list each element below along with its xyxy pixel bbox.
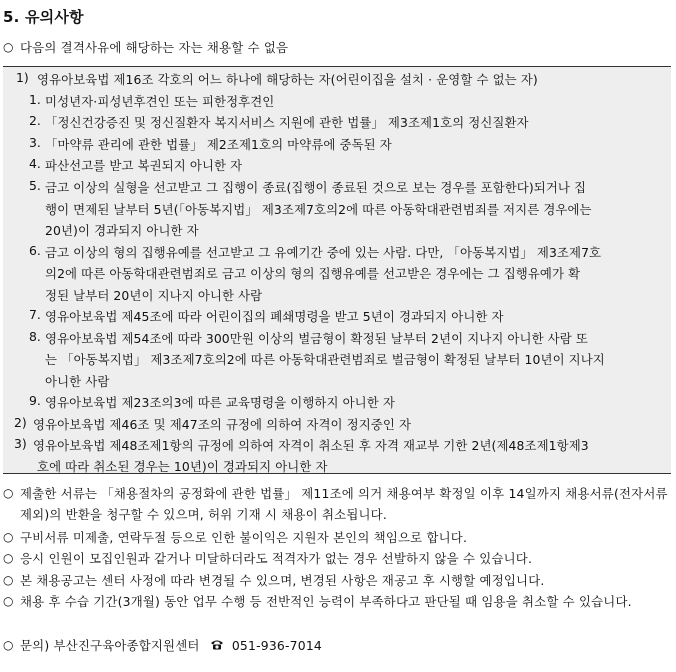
item-number: 3) [14, 436, 27, 451]
subitem-text: 는 「아동복지법」 제3조제7호의2에 따른 아동학대관련범죄로 벌금형이 확정된 날부터 10년이 지나지 [45, 352, 605, 367]
subitem-number: 2. [29, 113, 41, 128]
note-text: 응시 인원이 모집인원과 같거나 미달하더라도 적격자가 없는 경우 선발하지 않을 수 있습니다. [20, 551, 533, 566]
circle-bullet: ○ [3, 551, 14, 565]
subitem-text: 20년)이 경과되지 아니한 자 [45, 223, 199, 238]
subitem-text: 행이 면제된 날부터 5년(「아동복지법」 제3조제7호의2에 따른 아동학대관련범죄를 저지른 경우에는 [45, 202, 592, 217]
circle-bullet: ○ [3, 573, 14, 587]
item-text: 영유아보육법 제46조 및 제47조의 규정에 의하여 자격이 정지중인 자 [33, 417, 412, 432]
subitem-text: 영유아보육법 제54조에 따라 300만원 이상의 벌금형이 확정된 날부터 2년이 지나지 아니한 사람 또 [45, 331, 588, 346]
note-item [3, 527, 670, 548]
note-item [3, 548, 670, 569]
subitem-text: 아니한 사람 [45, 374, 110, 389]
subitem-number: 7. [29, 307, 41, 322]
item-text: 영유아보육법 제16조 각호의 어느 하나에 해당하는 자(어린이집을 설치 · 운영할 수 없는 자) [37, 72, 538, 87]
subitem-number: 3. [29, 135, 41, 150]
subitem-text: 「정신건강증진 및 정신질환자 복지서비스 지원에 관한 법률」 제3조제1호의 정신질환자 [45, 115, 529, 130]
subitem-number: 9. [29, 393, 41, 408]
circle-bullet: ○ [3, 594, 14, 608]
intro-text: 다음의 결격사유에 해당하는 자는 채용할 수 없음 [20, 40, 289, 55]
note-item [3, 570, 670, 591]
note-text: 채용 후 수습 기간(3개월) 동안 업무 수행 등 전반적인 능력이 부족하다고 판단될 때 임용을 취소할 수 있습니다. [20, 594, 632, 609]
subitem-text: 미성년자·피성년후견인 또는 피한정후견인 [45, 94, 275, 109]
subitem-number: 6. [29, 243, 41, 258]
subitem-text: 파산선고를 받고 복권되지 아니한 자 [45, 158, 243, 173]
subitem-number: 4. [29, 156, 41, 171]
subitem-text: 금고 이상의 형의 집행유예를 선고받고 그 유예기간 중에 있는 사람. 다만, 「아동복지법」 제3조제7호 [45, 245, 602, 260]
contact-phone: 051-936-7014 [231, 638, 323, 653]
subitem-number: 8. [29, 329, 41, 344]
circle-bullet: ○ [3, 638, 14, 652]
circle-bullet: ○ [3, 486, 14, 500]
note-text: 본 채용공고는 센터 사정에 따라 변경될 수 있으며, 변경된 사항은 재공고 후 시행할 예정입니다. [20, 573, 545, 588]
subitem-text: 금고 이상의 실형을 선고받고 그 집행이 종료(집행이 종료된 것으로 보는 경우를 포함한다)되거나 집 [45, 180, 587, 195]
disqualification-box [3, 66, 671, 474]
intro-item [3, 37, 670, 58]
note-text: 구비서류 미제출, 연락두절 등으로 인한 불이익은 지원자 본인의 책임으로 합니다. [20, 530, 468, 545]
subitem-text: 영유아보육법 제23조의3에 따른 교육명령을 이행하지 아니한 자 [45, 395, 395, 410]
item-number: 1) [16, 70, 29, 85]
subitem-text: 「마약류 관리에 관한 법률」 제2조제1호의 마약류에 중독된 자 [45, 137, 392, 152]
contact-item [3, 635, 670, 656]
subitem-text: 정된 날부터 20년이 지나지 아니한 사람 [45, 288, 263, 303]
item-text: 영유아보육법 제48조제1항의 규정에 의하여 자격이 취소된 후 자격 재교부 기한 2년(제48조제1항제3 [33, 438, 589, 453]
note-item [3, 591, 670, 612]
contact-label: 문의) 부산진구육아종합지원센터 [20, 638, 200, 653]
subitem-text: 영유아보육법 제45조에 따라 어린이집의 폐쇄명령을 받고 5년이 경과되지 아니한 자 [45, 309, 504, 324]
subitem-number: 1. [29, 92, 41, 107]
circle-bullet: ○ [3, 40, 14, 54]
item-number: 2) [14, 415, 27, 430]
telephone-icon [210, 635, 224, 656]
note-text: 제출한 서류는 「채용절차의 공정화에 관한 법률」 제11조에 의거 채용여부 확정일 이후 14일까지 채용서류(전자서류 제외)의 반환을 청구할 수 있으며, 허위 기재 시 채용이 취소됩니다. [20, 486, 668, 522]
item-text: 호에 따라 취소된 경우는 10년)이 경과되지 아니한 자 [37, 459, 328, 474]
section-title: 5. 유의사항 [3, 8, 84, 26]
note-item [3, 483, 670, 525]
subitem-text: 의2에 따른 아동학대관련범죄로 금고 이상의 형의 집행유예를 선고받은 경우에는 그 집행유예가 확 [45, 266, 581, 281]
subitem-number: 5. [29, 178, 41, 193]
circle-bullet: ○ [3, 530, 14, 544]
